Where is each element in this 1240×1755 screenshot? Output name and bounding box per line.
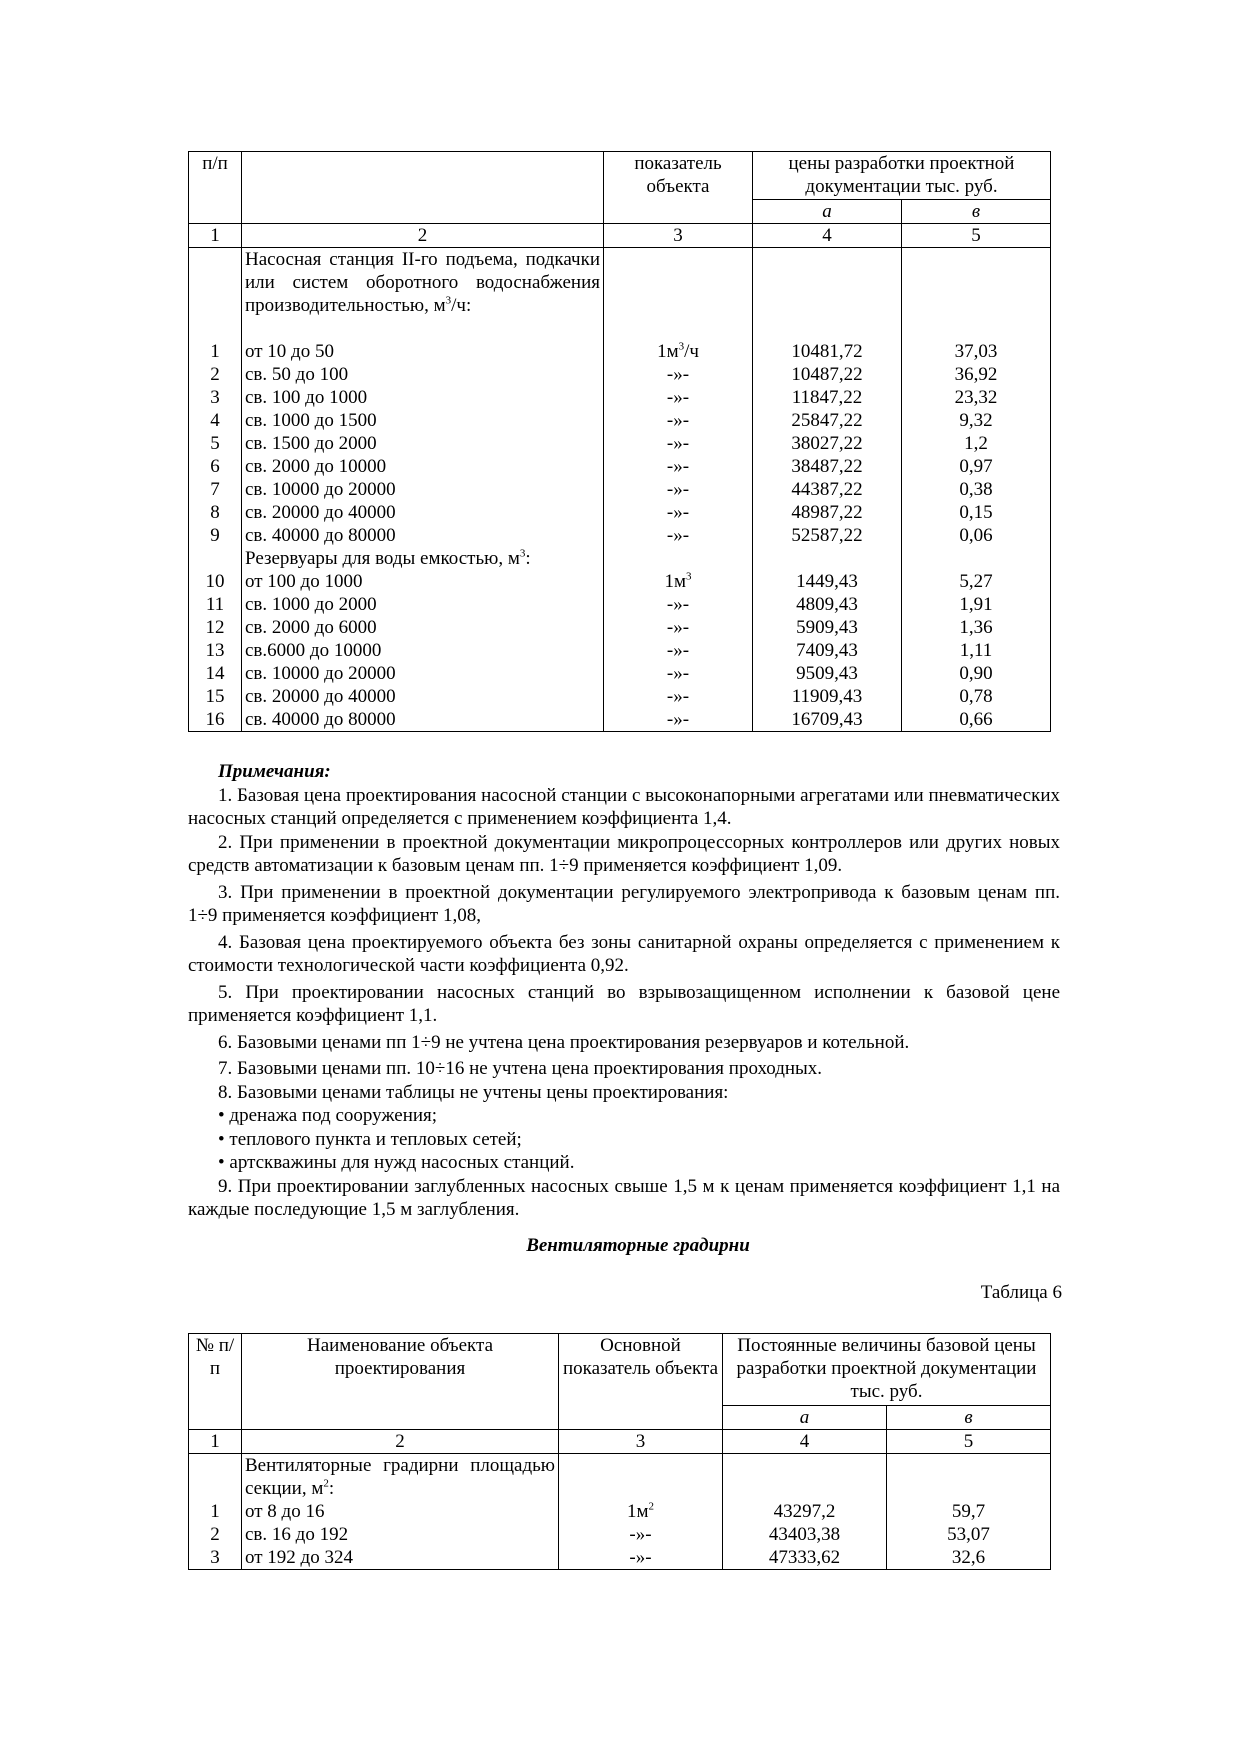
- list-item: -»-: [666, 663, 690, 684]
- list-item: -»-: [666, 502, 690, 523]
- note-item: 6. Базовыми ценами пп 1÷9 не учтена цена проектирования резервуаров и котельной.: [218, 1031, 910, 1053]
- list-item: -»-: [666, 617, 690, 638]
- list-item: 37,03: [954, 341, 998, 362]
- list-item: -»-: [666, 709, 690, 730]
- note-item: 9. При проектировании заглубленных насосных свыше 1,5 м к ценам применяется коэффициент 1,1 на каждые последующие 1,5 м заглубления.: [188, 1175, 1060, 1220]
- list-item: -»-: [666, 594, 690, 615]
- notes-title: Примечания:: [218, 761, 331, 782]
- list-item: св. 1500 до 2000: [245, 433, 377, 454]
- list-item: 9509,43: [796, 663, 858, 684]
- list-item: 4809,43: [796, 594, 858, 615]
- list-item: 32,6: [951, 1547, 986, 1568]
- header-name-empty: [242, 152, 604, 224]
- group-unit: $1м^2$: [626, 1500, 655, 1522]
- list-item: 0,15: [959, 502, 993, 523]
- list-item: св. 100 до 1000: [245, 387, 368, 408]
- list-item: -»-: [629, 1547, 652, 1568]
- col-number-2: 2: [242, 1430, 559, 1454]
- section-heading: Вентиляторные градирни: [526, 1235, 750, 1256]
- list-item: -»-: [666, 479, 690, 500]
- header-col-a: а: [753, 200, 902, 224]
- list-item: 11847,22: [791, 387, 863, 408]
- list-item: св. 10000 до 20000: [245, 663, 396, 684]
- list-item: 10487,22: [791, 364, 863, 385]
- list-item: 4: [210, 410, 220, 431]
- list-item: св. 50 до 100: [245, 364, 349, 385]
- note-item: 4. Базовая цена проектируемого объекта без зоны санитарной охраны определяется с применением к стоимости технологической части коэффициента 0,92.: [188, 931, 1060, 976]
- note-item: 7. Базовыми ценами пп. 10÷16 не учтена цена проектирования проходных.: [218, 1058, 823, 1079]
- list-item: 5,27: [959, 571, 993, 592]
- list-item: 38487,22: [791, 456, 863, 477]
- list-item: св. 2000 до 10000: [245, 456, 387, 477]
- list-item: 8: [210, 502, 220, 523]
- notes-section: [188, 760, 1060, 1222]
- list-item: от 100 до 1000: [245, 571, 363, 592]
- list-item: св. 40000 до 80000: [245, 709, 396, 730]
- header-number: п/п: [189, 152, 242, 224]
- col-number-5: 5: [887, 1430, 1051, 1454]
- col-number-5: 5: [902, 224, 1051, 248]
- list-item: 9: [210, 525, 220, 546]
- header-col-a: а: [723, 1406, 887, 1430]
- list-item: 48987,22: [791, 502, 863, 523]
- list-item: 43297,2: [773, 1501, 836, 1522]
- list-item: 11909,43: [791, 686, 863, 707]
- list-item: 5: [210, 433, 220, 454]
- list-item: -»-: [666, 456, 690, 477]
- list-item: от 10 до 50: [245, 341, 334, 362]
- header-name: Наименование объекта проектирования: [242, 1334, 559, 1430]
- note-item: 2. При применении в проектной документации микропроцессорных контроллеров или других новых средств автоматизации к базовым ценам пп. 1÷9 применяется коэффициент 1,09.: [188, 831, 1060, 876]
- note-item: 8. Базовыми ценами таблицы не учтены цены проектирования:: [218, 1081, 729, 1103]
- table-label: Таблица 6: [980, 1282, 1062, 1303]
- row-values-a: [723, 1454, 887, 1570]
- list-item: св. 20000 до 40000: [245, 686, 396, 707]
- list-item: 1: [210, 341, 220, 362]
- col-number-1: 1: [189, 224, 242, 248]
- list-item: -»-: [666, 433, 690, 454]
- group-title: Вентиляторные градирни площадью секции, $м^2$:: [245, 1455, 555, 1499]
- list-item: 0,97: [959, 456, 993, 477]
- row-names: [242, 248, 604, 732]
- header-price: Постоянные величины базовой цены разработки проектной документации тыс. руб.: [723, 1334, 1051, 1406]
- list-item: от 8 до 16: [245, 1501, 325, 1522]
- list-item: 13: [205, 640, 225, 661]
- list-item: 9,32: [959, 410, 993, 431]
- list-item: 47333,62: [768, 1547, 841, 1568]
- list-item: 6: [210, 456, 220, 477]
- group1-unit: $1м^3/ч$: [657, 340, 699, 362]
- list-item: 2: [210, 1524, 220, 1545]
- cooling-tower-price-table: [188, 1333, 1051, 1570]
- list-item: св. 1000 до 2000: [245, 594, 377, 615]
- row-values-b: [887, 1454, 1051, 1570]
- list-item: -»-: [629, 1524, 652, 1545]
- list-item: св.6000 до 10000: [245, 640, 382, 661]
- list-item: св. 20000 до 40000: [245, 502, 396, 523]
- list-item: 1,36: [959, 617, 993, 638]
- list-item: -»-: [666, 686, 690, 707]
- list-item: 0,78: [959, 686, 993, 707]
- list-item: 10: [205, 571, 225, 592]
- header-col-b: в: [902, 200, 1051, 224]
- list-item: -»-: [666, 364, 690, 385]
- list-item: 11: [205, 594, 225, 615]
- list-item: 12: [205, 617, 225, 638]
- list-item: св. 10000 до 20000: [245, 479, 396, 500]
- list-item: 0,90: [959, 663, 993, 684]
- list-item: 3: [210, 1547, 220, 1568]
- list-item: 14: [205, 663, 225, 684]
- header-number: № п/п: [189, 1334, 242, 1430]
- row-numbers: [189, 248, 242, 732]
- list-item: 1449,43: [796, 571, 858, 592]
- col-number-1: 1: [189, 1430, 242, 1454]
- list-item: св. 40000 до 80000: [245, 525, 396, 546]
- list-item: 2: [210, 364, 220, 385]
- list-item: 23,32: [954, 387, 998, 408]
- col-number-3: 3: [604, 224, 753, 248]
- list-item: св. 2000 до 6000: [245, 617, 377, 638]
- col-number-4: 4: [723, 1430, 887, 1454]
- list-item: 15: [205, 686, 225, 707]
- list-item: 25847,22: [791, 410, 863, 431]
- list-item: 59,7: [951, 1501, 986, 1522]
- col-number-3: 3: [559, 1430, 723, 1454]
- row-values-b: [902, 248, 1051, 732]
- header-col-b: в: [887, 1406, 1051, 1430]
- note-bullet: • дренажа под сооружения;: [218, 1105, 438, 1126]
- list-item: 7409,43: [796, 640, 858, 661]
- list-item: 5909,43: [796, 617, 858, 638]
- note-bullet: • артскважины для нужд насосных станций.: [218, 1152, 575, 1173]
- list-item: 1,11: [959, 640, 993, 661]
- col-number-4: 4: [753, 224, 902, 248]
- list-item: 53,07: [947, 1524, 990, 1545]
- list-item: св. 16 до 192: [245, 1524, 349, 1545]
- list-item: 1,2: [964, 433, 988, 454]
- list-item: 52587,22: [791, 525, 863, 546]
- list-item: 44387,22: [791, 479, 863, 500]
- header-indicator: Основной показатель объекта: [559, 1334, 723, 1430]
- list-item: -»-: [666, 525, 690, 546]
- list-item: -»-: [666, 640, 690, 661]
- row-values-a: [753, 248, 902, 732]
- header-indicator: показатель объекта: [604, 152, 753, 224]
- pump-station-price-table: [188, 151, 1051, 732]
- list-item: 0,38: [959, 479, 993, 500]
- list-item: 0,06: [959, 525, 993, 546]
- note-item: 1. Базовая цена проектирования насосной станции с высоконапорными агрегатами или пневматических насосных станций определяется с применением коэффициента 1,4.: [188, 784, 1060, 829]
- note-item: 5. При проектировании насосных станций во взрывозащищенном исполнении к базовой цене применяется коэффициент 1,1.: [188, 981, 1060, 1026]
- list-item: св. 1000 до 1500: [245, 410, 377, 431]
- col-number-2: 2: [242, 224, 604, 248]
- list-item: 0,66: [959, 709, 993, 730]
- list-item: -»-: [666, 410, 690, 431]
- row-units: [559, 1454, 723, 1570]
- header-price: цены разработки проектной документации тыс. руб.: [753, 152, 1051, 200]
- list-item: 10481,72: [791, 341, 863, 362]
- row-names: [242, 1454, 559, 1570]
- row-units: [604, 248, 753, 732]
- group2-title: Резервуары для воды емкостью, $м^3$:: [245, 547, 531, 569]
- note-bullet: • теплового пункта и тепловых сетей;: [218, 1128, 522, 1150]
- group1-title: Насосная станция II-го подъема, подкачки или систем оборотного водоснабжения производительностью, $м^3/ч$:: [245, 249, 600, 316]
- list-item: -»-: [666, 387, 690, 408]
- row-numbers: [189, 1454, 242, 1570]
- list-item: 1: [210, 1501, 220, 1522]
- list-item: 1,91: [959, 594, 993, 615]
- list-item: 7: [210, 479, 220, 500]
- list-item: 36,92: [954, 364, 998, 385]
- list-item: 16709,43: [791, 709, 863, 730]
- list-item: от 192 до 324: [245, 1547, 353, 1568]
- list-item: 16: [205, 709, 225, 730]
- group2-unit: $1м^3$: [664, 570, 692, 592]
- list-item: 43403,38: [768, 1524, 841, 1545]
- list-item: 3: [210, 387, 220, 408]
- note-item: 3. При применении в проектной документации регулируемого электропривода к базовым ценам пп. 1÷9 применяется коэффициент 1,08,: [188, 881, 1060, 926]
- list-item: 38027,22: [791, 433, 863, 454]
